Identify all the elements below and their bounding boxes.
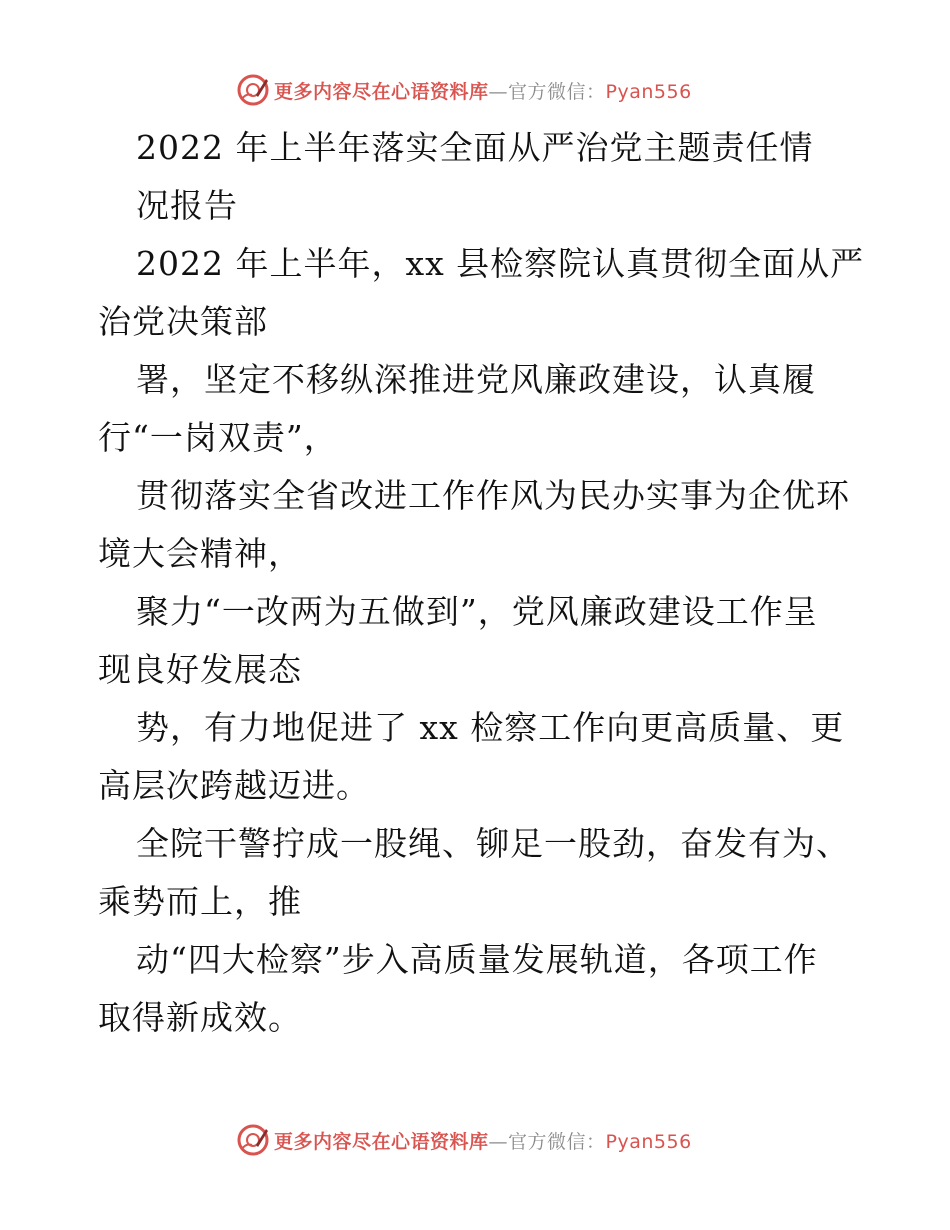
banner-text xyxy=(274,1127,692,1154)
banner-dash: — xyxy=(488,1130,509,1153)
banner-label: 官方微信： xyxy=(508,1130,606,1153)
paragraph-line: 聚力“一改两为五做到”，党风廉政建设工作呈 xyxy=(136,592,818,631)
logo-icon xyxy=(236,1123,270,1157)
banner-main-text: 更多内容尽在心语资料库 xyxy=(274,1130,489,1153)
paragraph-line: 高层次跨越迈进。 xyxy=(98,766,370,805)
paragraph-line: 境大会精神， xyxy=(98,534,302,573)
paragraph-line: 乘势而上，推 xyxy=(98,882,302,921)
logo-icon xyxy=(236,73,270,107)
paragraph-line: 势，有力地促进了 xx 检察工作向更高质量、更 xyxy=(136,708,845,747)
doc-title-line-1: 2022 年上半年落实全面从严治党主题责任情 xyxy=(136,128,814,167)
banner-dash: — xyxy=(488,80,509,103)
banner-main-text: 更多内容尽在心语资料库 xyxy=(274,80,489,103)
banner-label: 官方微信： xyxy=(508,80,606,103)
paragraph-line: 全院干警拧成一股绳、铆足一股劲，奋发有为、 xyxy=(136,824,850,863)
banner-account: Pyan556 xyxy=(605,1130,692,1153)
paragraph-line: 贯彻落实全省改进工作作风为民办实事为企优环 xyxy=(136,476,850,515)
paragraph-line: 现良好发展态 xyxy=(98,650,302,689)
header-banner xyxy=(236,70,716,110)
banner-account: Pyan556 xyxy=(605,80,692,103)
doc-title-line-2: 况报告 xyxy=(136,186,238,225)
banner-text xyxy=(274,77,692,104)
paragraph-line: 动“四大检察”步入高质量发展轨道，各项工作 xyxy=(136,940,818,979)
footer-banner xyxy=(236,1120,716,1160)
paragraph-line: 2022 年上半年，xx 县检察院认真贯彻全面从严 xyxy=(136,244,865,283)
paragraph-line: 行“一岗双责”， xyxy=(98,418,338,457)
paragraph-line: 治党决策部 xyxy=(98,302,268,341)
paragraph-line: 取得新成效。 xyxy=(98,998,302,1037)
paragraph-line: 署，坚定不移纵深推进党风廉政建设，认真履 xyxy=(136,360,816,399)
